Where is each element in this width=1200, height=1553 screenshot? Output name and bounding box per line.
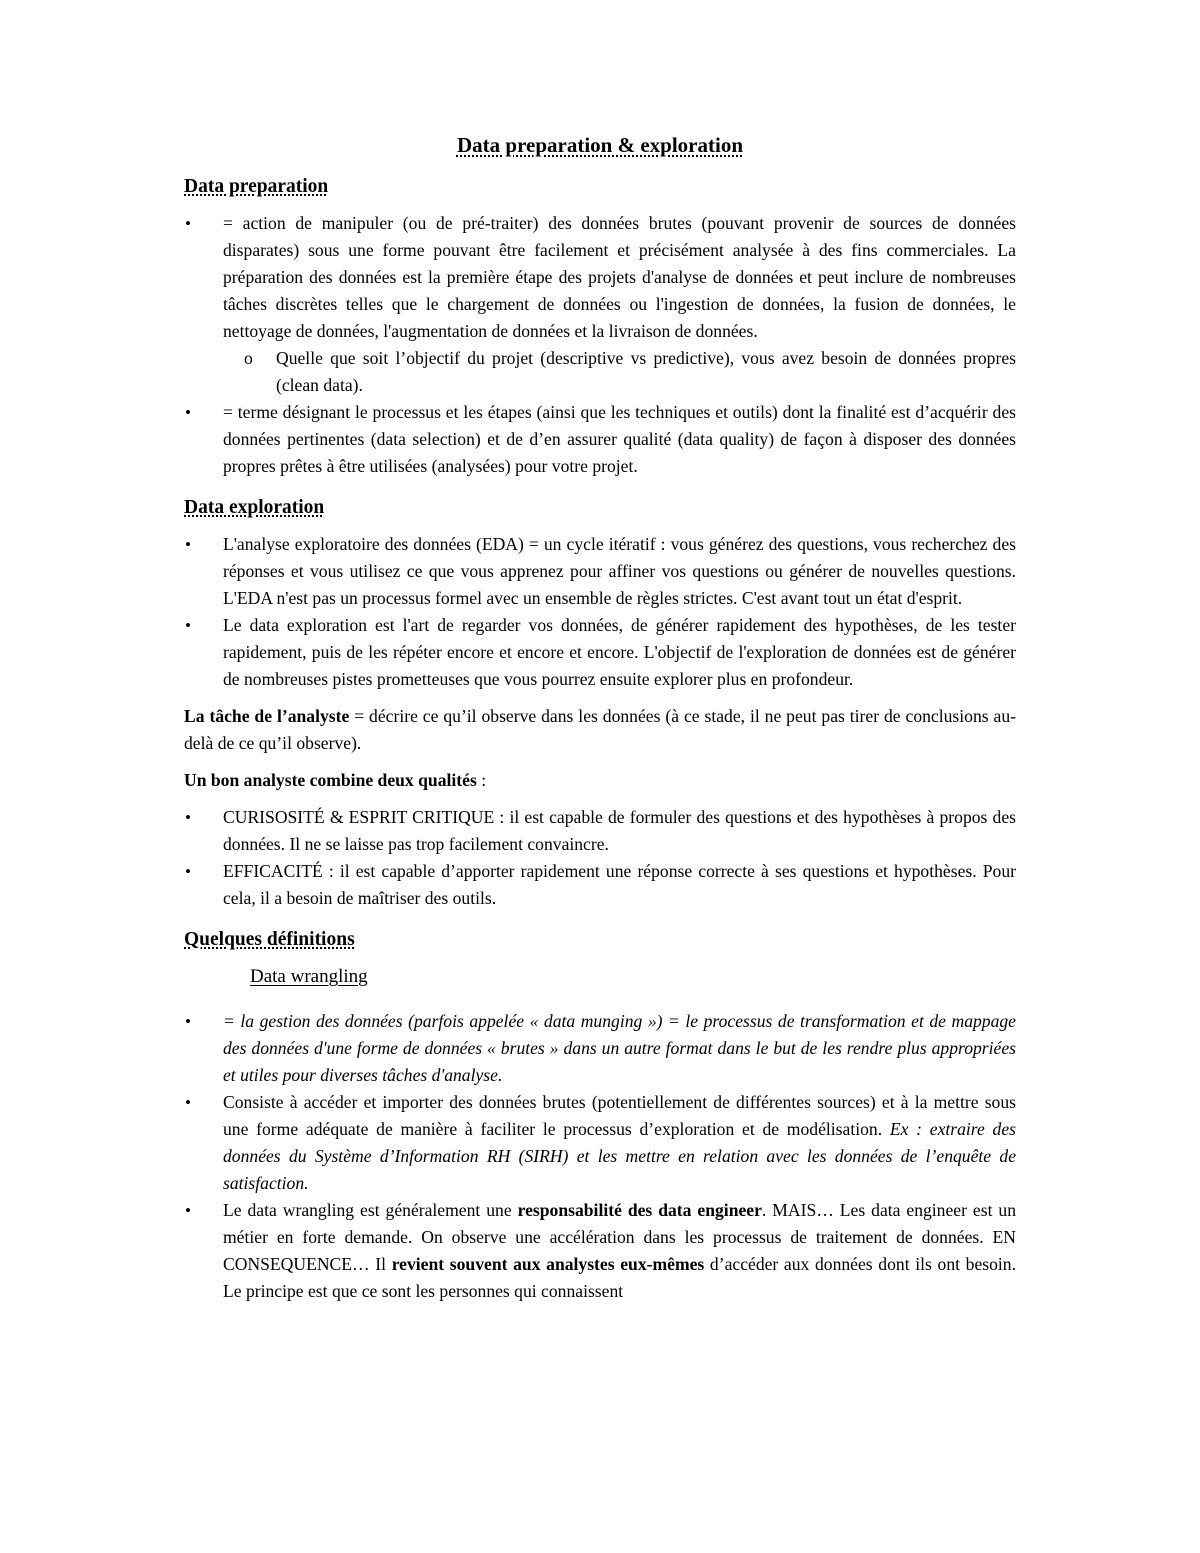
list-item: o Quelle que soit l’objectif du projet (descriptive vs predictive), vous avez besoin de données propres (clean data). (223, 345, 1016, 399)
list-item: • = terme désignant le processus et les étapes (ainsi que les techniques et outils) dont la finalité est d’acquérir des données pertinentes (data selection) et de d’en assurer qualité (data quality) de façon à disposer des données propres prêtes à être utilisées (analysées) pour votre projet. (184, 399, 1016, 480)
preparation-sublist (223, 345, 1016, 399)
wrangling-definition: = la gestion des données (parfois appelée « data munging ») = le processus de transformation et de mappage des données d'une forme de données « brutes » dans un autre format dans le but de les rendre plus appropriées et utiles pour diverses tâches d'analyse. (223, 1011, 1016, 1085)
wrangling-text-c: . MAIS… Les data engineer est un métier en forte demande. On observe une accélération dans les processus de traitement de données. EN CONSEQUENCE… Il (223, 1200, 1016, 1274)
wrangling-text-b: responsabilité des data engineer (517, 1200, 762, 1220)
list-item: • EFFICACITÉ : il est capable d’apporter rapidement une réponse correcte à ses questions et hypothèses. Pour cela, il a besoin de maîtriser des outils. (184, 858, 1016, 912)
exploration-list (184, 531, 1016, 693)
preparation-list (184, 210, 1016, 480)
good-analyst-paragraph (184, 767, 1016, 794)
list-item (184, 1008, 1016, 1089)
wrangling-description: Consiste à accéder et importer des données brutes (potentiellement de différentes sources) et à la mettre sous une forme adéquate de manière à faciliter le processus d’exploration et de modélisation. (223, 1092, 1016, 1139)
wrangling-text-d: revient souvent aux analystes eux-mêmes (391, 1254, 705, 1274)
good-analyst-suffix: : (476, 770, 487, 790)
wrangling-text-e: d’accéder aux données dont ils ont besoin. Le principe est que ce sont les personnes qui connaissent (223, 1254, 1016, 1301)
heading-data-exploration: Data exploration (184, 497, 325, 518)
qualities-list (184, 804, 1016, 912)
document-page (184, 132, 1016, 1305)
analyst-task-paragraph (184, 703, 1016, 757)
list-item: • Le data exploration est l'art de regarder vos données, de générer rapidement des hypothèses, de les tester rapidement, puis de les répéter encore et encore et encore. L'objectif de l'exploration de données est de générer de nombreuses pistes prometteuses que vous pourrez ensuite explorer plus en profondeur. (184, 612, 1016, 693)
preparation-definition: = action de manipuler (ou de pré-traiter) des données brutes (pouvant provenir de sources de données disparates) sous une forme pouvant être facilement et précisément analysée à des fins commerciales. La préparation des données est la première étape des projets d'analyse de données et peut inclure de nombreuses tâches discrètes telles que le chargement de données ou l'ingestion de données, la fusion de données, le nettoyage de données, l'augmentation de données et la livraison de données. (223, 213, 1016, 341)
list-item: • CURISOSITÉ & ESPRIT CRITIQUE : il est capable de formuler des questions et des hypothèses à propos des données. Il ne se laisse pas trop facilement convaincre. (184, 804, 1016, 858)
heading-definitions: Quelques définitions (184, 929, 355, 950)
analyst-task-label: La tâche de l’analyste (184, 706, 350, 726)
subheading-data-wrangling: Data wrangling (250, 966, 368, 987)
list-item (184, 1197, 1016, 1305)
list-item (184, 1089, 1016, 1197)
wrangling-example: Ex : extraire des données du Système d’Information RH (SIRH) et les mettre en relation avec les données de l’enquête de satisfaction. (223, 1119, 1016, 1193)
list-item (184, 210, 1016, 399)
analyst-task-text: = décrire ce qu’il observe dans les données (à ce stade, il ne peut pas tirer de conclusions au-delà de ce qu’il observe). (184, 706, 1016, 753)
wrangling-text-a: Le data wrangling est généralement une (223, 1200, 518, 1220)
heading-data-preparation: Data preparation (184, 176, 329, 197)
good-analyst-label: Un bon analyste combine deux qualités (184, 770, 477, 790)
wrangling-list (184, 1008, 1016, 1305)
document-title: Data preparation & exploration (456, 133, 743, 157)
list-item: • L'analyse exploratoire des données (EDA) = un cycle itératif : vous générez des questions, vous recherchez des réponses et vous utilisez ce que vous apprenez pour affiner vos questions ou générer de nouvelles questions. L'EDA n'est pas un processus formel avec un ensemble de règles strictes. C'est avant tout un état d'esprit. (184, 531, 1016, 612)
